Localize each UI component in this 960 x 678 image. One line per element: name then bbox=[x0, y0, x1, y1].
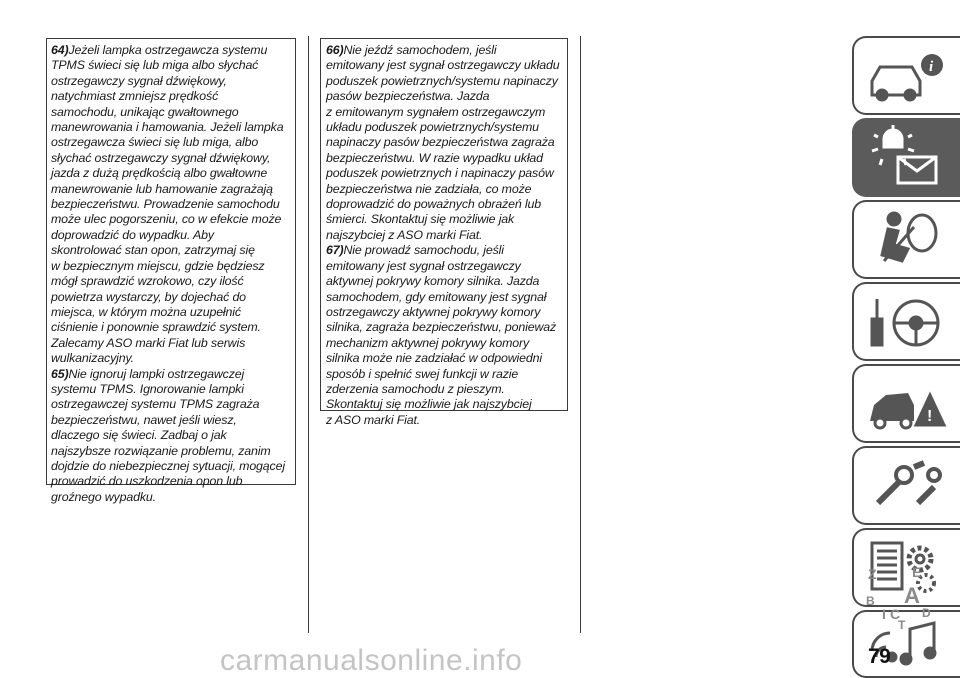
paragraph-number: 67) bbox=[326, 243, 344, 258]
note-box-left bbox=[46, 38, 296, 504]
alphabetical-index-icon bbox=[862, 565, 950, 631]
paragraph-number: 65) bbox=[51, 366, 69, 381]
index-letter: D bbox=[922, 606, 931, 620]
index-letter: C bbox=[890, 606, 901, 622]
car-info-icon bbox=[864, 43, 952, 109]
paragraph-text: Nie prowadź samochodu, jeśli emitowany jest sygnał ostrzegawczy aktywnej pokrywy komory silnika. Jazda samochodem, gdy emitowany jest sygnał ostrzegawczy aktywnej pokrywy komory silnika, zagraża bezpieczeństwu, ponieważ mechanizm aktywnej pokrywy komory silnika może nie zadziałać w odpowiedni sposób i spełnić swej funkcji w razie zderzenia samochodu z pieszym. Skontaktuj się możliwie jak najszybciej z ASO marki Fiat. bbox=[326, 243, 557, 427]
paragraph-text: Nie jeźdź samochodem, jeśli emitowany jest sygnał ostrzegawczy układu poduszek powietrznych/systemu napinaczy pasów bezpieczeństwa. Jazda z emitowanym sygnałem ostrzegawczym układu poduszek powietrznych/systemu napinaczy pasów bezpieczeństwa zagraża bezpieczeństwu. W razie wypadku układ poduszek powietrznych i napinaczy pasów bezpieczeństwa nie zadziała, co może doprowadzić do poważnych obrażeń lub śmierci. Skontaktuj się możliwie jak najszybciej z ASO marki Fiat. bbox=[326, 43, 560, 242]
svg-text:!: ! bbox=[927, 408, 933, 425]
seat-airbag-icon bbox=[864, 207, 952, 273]
page-number: 79 bbox=[868, 645, 891, 668]
paragraph-text: Nie ignoruj lampki ostrzegawczej systemu TPMS. Ignorowanie lampki ostrzegawczej systemu TPMS zagraża bezpieczeństwu, nawet jeśli wiesz, dlaczego się świeci. Zadbaj o jak najszybsze rozwiązanie problemu, zanim dojdzie do niebezpiecznej sytuacji, mogącej prowadzić do uszkodzenia opon lub groźnego wypadku. bbox=[51, 366, 285, 504]
tab-safety[interactable] bbox=[852, 200, 960, 279]
tab-warning-lights[interactable] bbox=[852, 118, 960, 197]
paragraph-number: 66) bbox=[326, 43, 344, 57]
index-letter: Z bbox=[868, 566, 877, 582]
paragraph-64 bbox=[51, 43, 292, 367]
paragraph-65 bbox=[51, 367, 292, 506]
tab-starting-driving[interactable] bbox=[852, 282, 960, 361]
index-letter: E bbox=[912, 565, 922, 580]
tab-car-info[interactable] bbox=[852, 36, 960, 115]
note-box-right bbox=[320, 38, 568, 427]
paragraph-number: 64) bbox=[51, 43, 69, 57]
index-letter: T bbox=[898, 618, 906, 631]
paragraph-text: Jeżeli lampka ostrzegawcza systemu TPMS świeci się lub miga albo słychać ostrzegawczy sygnał dźwiękowy, natychmiast zmniejsz prędkość samochodu, unikając gwałtownego manewrowania i hamowania. Jeżeli lampka ostrzegawcza świeci się lub miga, albo słychać ostrzegawczy sygnał dźwiękowy, jazda z dużą prędkością albo gwałtowne manewrowanie lub hamowanie zagrażają bezpieczeństwu. Prowadzenie samochodu może ulec pogorszeniu, co w efekcie może doprowadzić do wypadku. Aby skontrolować stan opon, zatrzymaj się w bezpiecznym miejscu, gdzie będziesz mógł sprawdzić wzrokowo, czy ilość powietrza wystarczy, by dojechać do miejsca, w którym można uzupełnić ciśnienie i ponownie sprawdzić system. Zalecamy ASO marki Fiat lub serwis wulkanizacyjny. bbox=[51, 43, 284, 366]
warning-light-message-icon bbox=[864, 125, 952, 191]
index-letter: I bbox=[882, 606, 886, 622]
index-letter: A bbox=[904, 583, 920, 608]
tab-alphabetical-index[interactable] bbox=[852, 560, 960, 630]
tab-emergency[interactable] bbox=[852, 364, 960, 443]
wrench-tools-icon bbox=[864, 453, 952, 519]
column-divider bbox=[580, 36, 581, 633]
key-steering-wheel-icon bbox=[864, 289, 952, 355]
svg-text:i: i bbox=[929, 59, 934, 75]
column-divider bbox=[308, 36, 309, 633]
car-crash-warning-icon bbox=[864, 371, 952, 437]
paragraph-66 bbox=[326, 43, 564, 243]
tab-maintenance[interactable] bbox=[852, 446, 960, 525]
watermark: carmanualsonline.info bbox=[220, 644, 523, 677]
paragraph-67 bbox=[326, 243, 564, 428]
index-letter: B bbox=[866, 594, 875, 608]
